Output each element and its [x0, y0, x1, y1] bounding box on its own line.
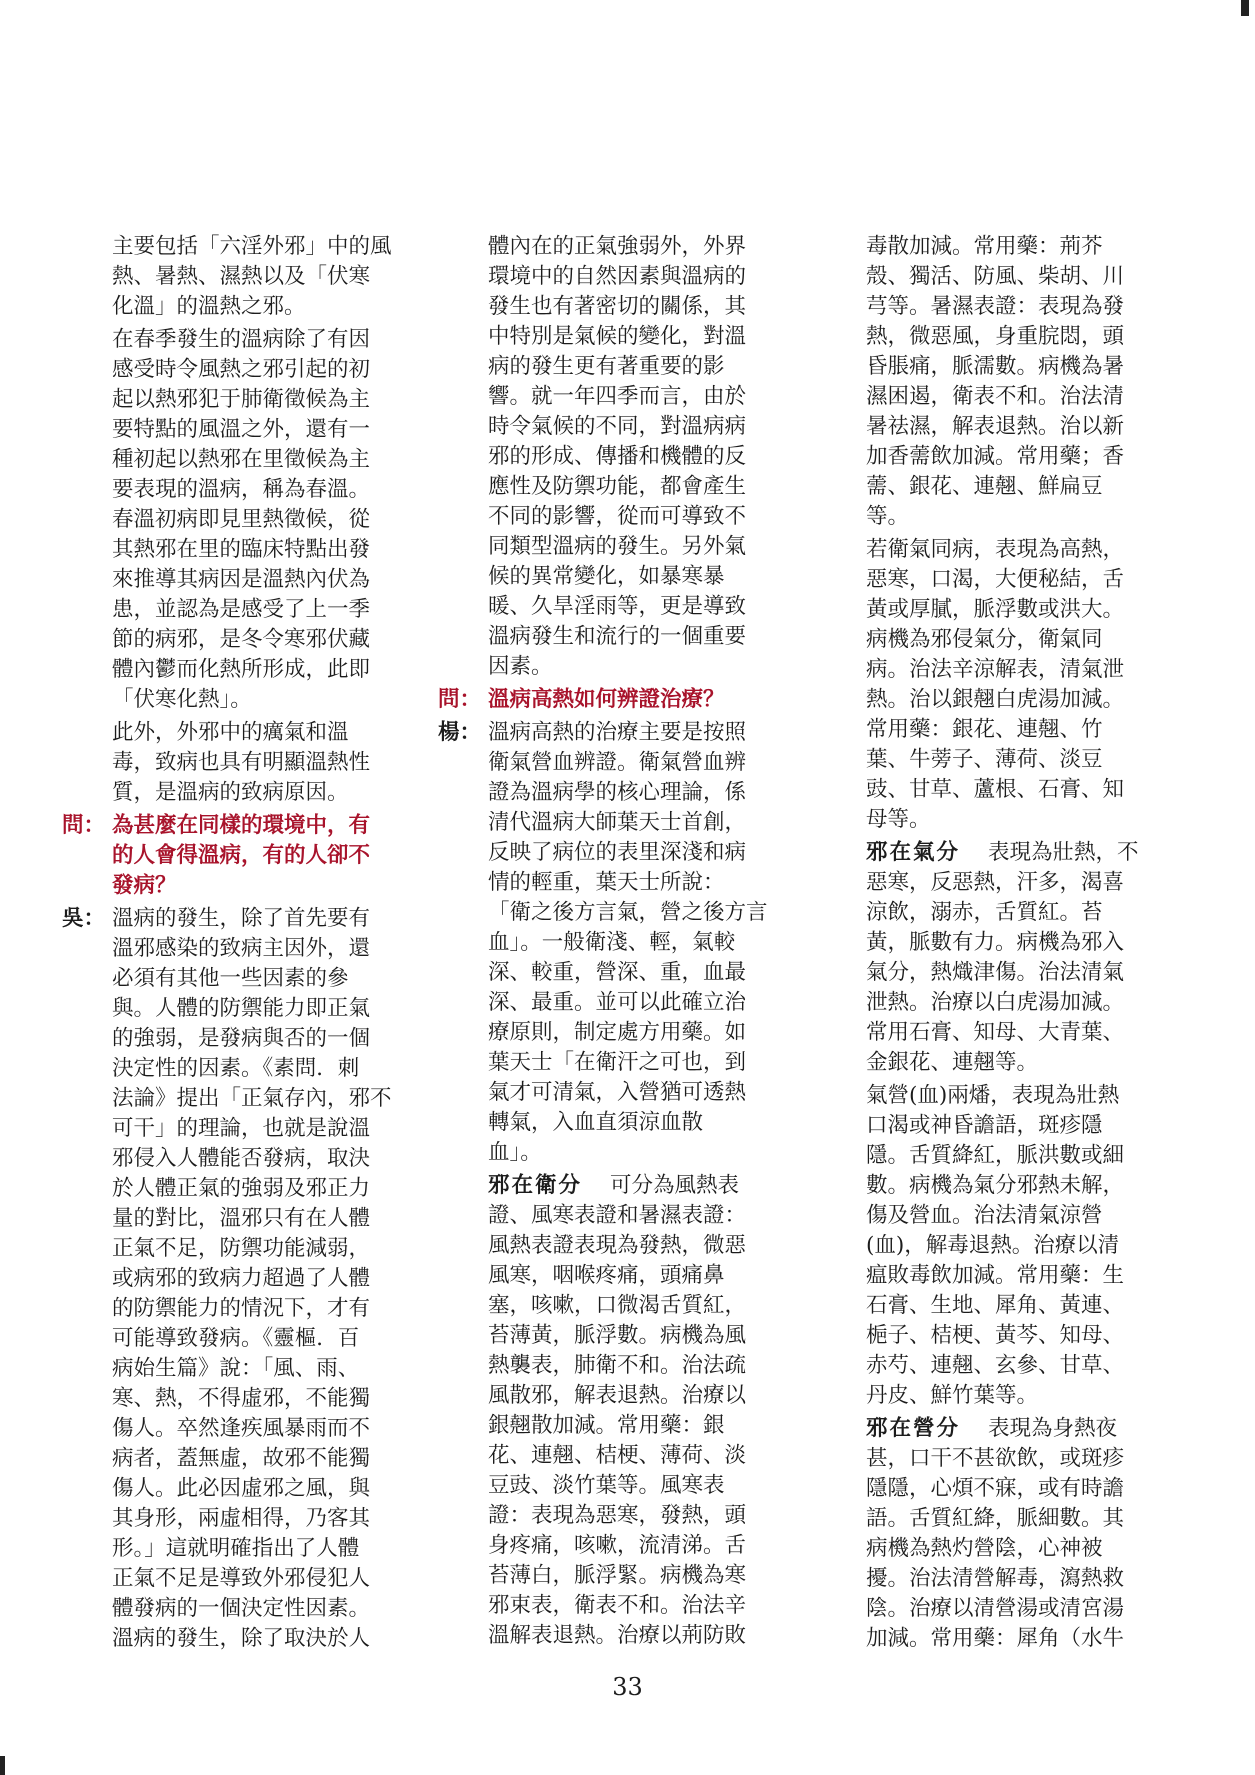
- section-ying: 邪在營分 表現為身熱夜 甚，口干不甚欲飲，或斑疹 隱隱，心煩不寐，或有時譫 語。舌質紅絳，脈細數。其 病機為熱灼營陰，心神被 擾。治法清營解毒，瀉熱救 陰。治療以清營湯或清宮湯 加減。常用藥：犀角（水牛: [866, 1416, 1125, 1651]
- answer-speaker: 吳：: [62, 906, 106, 931]
- paragraph: 體內在的正氣強弱外，外界 環境中的自然因素與溫病的 發生也有著密切的關係，其 中特別是氣候的變化，對溫 病的發生更有著重要的影 響。就一年四季而言，由於 時令氣候的不同，對溫病病 邪的形成、傳播和機體的反 應性及防禦功能，都會產生 不同的影響，從而可導致不 同類型溫病的發生。另外氣 候的異常變化，如暴寒暴 暖、久旱淫雨等，更是導致 溫病發生和流行的一個重要 因素。: [488, 234, 747, 679]
- section-heading: 邪在氣分: [866, 840, 961, 865]
- answer-speaker: 楊：: [438, 720, 482, 745]
- paragraph: 主要包括「六淫外邪」中的風 熱、暑熱、濕熱以及「伏寒 化溫」的溫熱之邪。: [112, 234, 392, 319]
- question-label: 問：: [438, 687, 482, 712]
- paragraph: 此外，外邪中的癘氣和溫 毒，致病也具有明顯溫熱性 質，是溫病的致病原因。: [112, 720, 371, 805]
- section-wei: 邪在衛分 可分為風熱表 證、風寒表證和暑濕表證： 風熱表證表現為發熱，微惡 風寒，咽喉疼痛，頭痛鼻 塞，咳嗽，口微渴舌質紅， 苔薄黃，脈浮數。病機為風 熱襲表，肺衛不和。治法疏 風散邪，解表退熱。治療以 銀翹散加減。常用藥：銀 花、連翹、桔梗、薄荷、淡 豆豉、淡竹葉等。風寒表 證：表現為惡寒，發熱，頭 身疼痛，咳嗽，流清涕。舌 苔薄白，脈浮緊。病機為寒 邪束表，衛表不和。治法辛 溫解表退熱。治療以荊防敗: [488, 1173, 747, 1648]
- section-heading: 邪在營分: [866, 1416, 961, 1441]
- column-3: [862, 232, 1148, 1657]
- column-1: [62, 232, 398, 1657]
- answer-text: 溫病的發生，除了首先要有 溫邪感染的致病主因外，還 必須有其他一些因素的參 與。人體的防禦能力即正氣 的強弱，是發病與否的一個 決定性的因素。《素問．刺 法論》提出「正氣存內，邪不 可干」的理論，也就是說溫 邪侵入人體能否發病，取決 於人體正氣的強弱及邪正力 量的對比，溫邪只有在人體 正氣不足，防禦功能減弱， 或病邪的致病力超過了人體 的防禦能力的情況下，才有 可能導致發病。《靈樞．百 病始生篇》說：「風、雨、 寒、熱，不得虛邪，不能獨 傷人。卒然逢疾風暴雨而不 病者，蓋無虛，故邪不能獨 傷人。此必因虛邪之風，與 其身形，兩虛相得，乃客其 形。」這就明確指出了人體 正氣不足是導致外邪侵犯人 體發病的一個決定性因素。 溫病的發生，除了取決於人: [112, 906, 392, 1651]
- section-qi: 邪在氣分 表現為壯熱，不 惡寒，反惡熱，汗多，渴喜 涼飲，溺赤，舌質紅。苔 黃，脈數有力。病機為邪入 氣分，熱熾津傷。治法清氣 泄熱。治療以白虎湯加減。 常用石膏、知母、大青葉、 金銀花、連翹等。: [866, 840, 1139, 1075]
- answer: [438, 718, 778, 1168]
- scan-edge-mark: [1241, 0, 1249, 16]
- question-text: 溫病高熱如何辨證治療？: [488, 687, 725, 712]
- page-number: 33: [612, 1673, 643, 1701]
- question-text: 為甚麼在同樣的環境中，有 的人會得溫病，有的人卻不 發病？: [112, 813, 371, 898]
- question: [438, 685, 778, 715]
- paragraph: 毒散加減。常用藥：荊芥 殼、獨活、防風、柴胡、川 芎等。暑濕表證：表現為發 熱，微惡風，身重脘悶，頭 昏脹痛，脈濡數。病機為暑 濕困遏，衛表不和。治法清 暑祛濕，解表退熱。治以新 加香薷飲加減。常用藥；香 薷、銀花、連翹、鮮扁豆 等。: [866, 234, 1125, 529]
- paragraph: 若衛氣同病，表現為高熱， 惡寒，口渴，大便秘結，舌 黃或厚膩，脈浮數或洪大。 病機為邪侵氣分，衛氣同 病。治法辛涼解表，清氣泄 熱。治以銀翹白虎湯加減。 常用藥：銀花、連翹、竹 葉、牛蒡子、薄荷、淡豆 豉、甘草、蘆根、石膏、知 母等。: [866, 537, 1125, 832]
- scan-edge-mark: [0, 1756, 5, 1775]
- question-label: 問：: [62, 813, 106, 838]
- paragraph: 氣營(血)兩燔，表現為壯熱 口渴或神昏譫語，斑疹隱 隱。舌質絳紅，脈洪數或細 數。病機為氣分邪熱未解， 傷及營血。治法清氣涼營 (血)，解毒退熱。治療以清 瘟敗毒飲加減。常用藥：生 石膏、生地、犀角、黃連、 梔子、桔梗、黃芩、知母、 赤芍、連翹、玄參、甘草、 丹皮、鮮竹葉等。: [866, 1083, 1125, 1408]
- answer-text: 溫病高熱的治療主要是按照 衛氣營血辨證。衛氣營血辨 證為溫病學的核心理論，係 清代溫病大師葉天士首創， 反映了病位的表里深淺和病 情的輕重，葉天士所說： 「衛之後方言氣，營之後方言 血」。一般衛淺、輕，氣較 深、較重，營深、重，血最 深、最重。並可以此確立治 療原則，制定處方用藥。如 葉天士「在衛汗之可也，到 氣才可清氣，入營猶可透熱 轉氣，入血直須涼血散 血」。: [488, 720, 768, 1165]
- answer: [62, 904, 398, 1654]
- column-2: [438, 232, 778, 1654]
- section-heading: 邪在衛分: [488, 1173, 583, 1198]
- paragraph: 在春季發生的溫病除了有因 感受時令風熱之邪引起的初 起以熱邪犯于肺衛徵候為主 要特點的風溫之外，還有一 種初起以熱邪在里徵候為主 要表現的溫病，稱為春溫。 春溫初病即見里熱徵候，從 其熱邪在里的臨床特點出發 來推導其病因是溫熱內伏為 患，並認為是感受了上一季 節的病邪，是冬令寒邪伏藏 體內鬱而化熱所形成，此即 「伏寒化熱」。: [112, 327, 371, 712]
- question: [62, 811, 398, 901]
